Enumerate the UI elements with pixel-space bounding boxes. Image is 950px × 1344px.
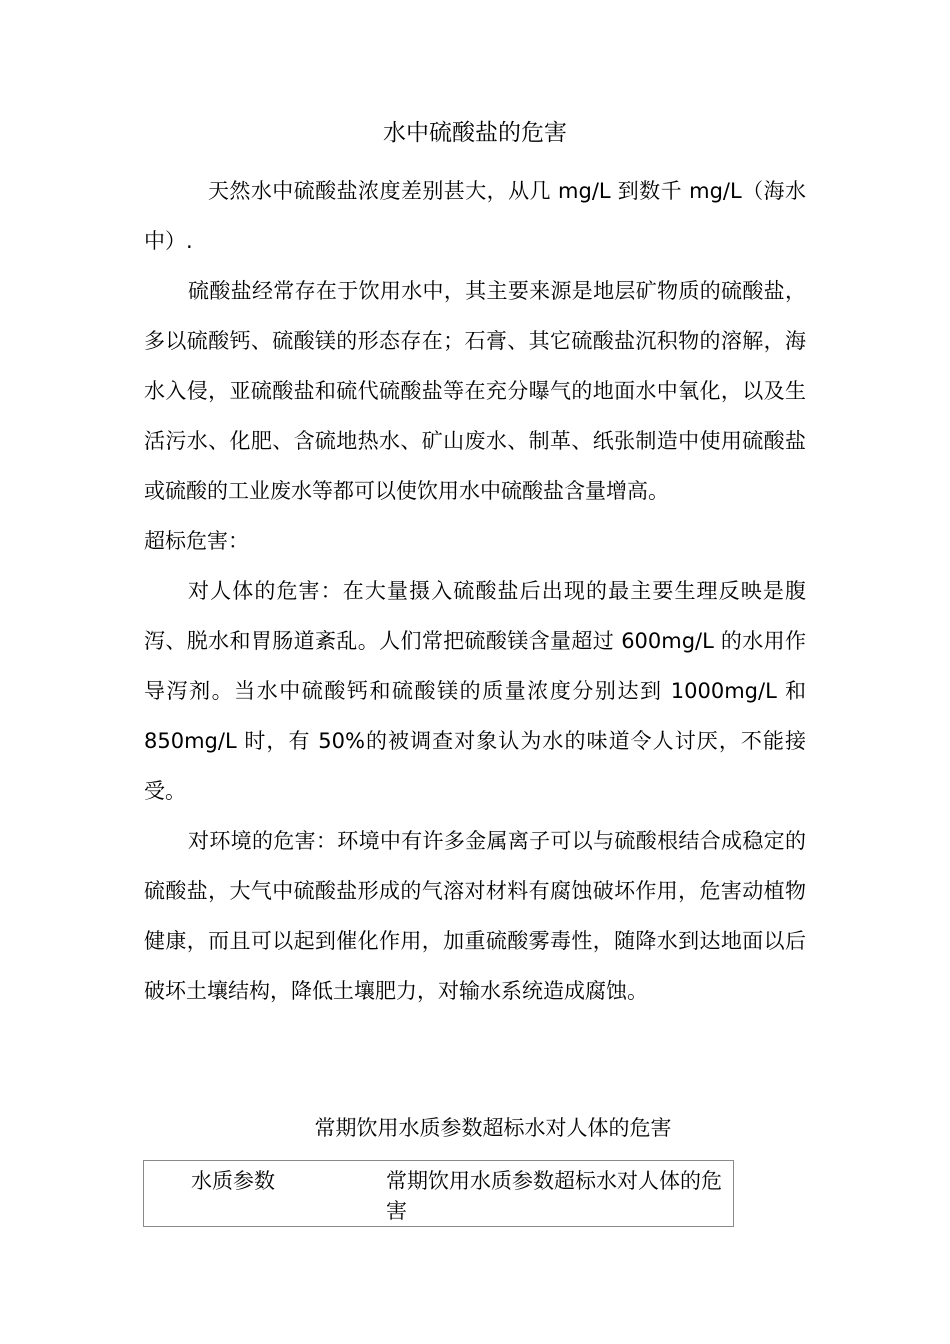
table-header-harm: 常期饮用水质参数超标水对人体的危害: [386, 1169, 722, 1223]
paragraph-environment-hazard: 对环境的危害：环境中有许多金属离子可以与硫酸根结合成稳定的硫酸盐，大气中硫酸盐形成的气溶对材料有腐蚀破坏作用，危害动植物健康，而且可以起到催化作用，加重硫酸雾毒性，随降水到达地面以后破坏土壤结构，降低土壤肥力，对输水系统造成腐蚀。: [144, 829, 806, 1003]
table-header-parameter: 水质参数: [191, 1169, 275, 1193]
table-header-row: [144, 1161, 734, 1227]
document-body: [144, 166, 806, 1016]
paragraph-human-hazard: 对人体的危害：在大量摄入硫酸盐后出现的最主要生理反映是腹泻、脱水和胃肠道紊乱。人们常把硫酸镁含量超过 600mg/L 的水用作导泻剂。当水中硫酸钙和硫酸镁的质量浓度分别达到 1000mg/L 和 850mg/L 时，有 50%的被调查对象认为水的味道令人讨厌，不能接受。: [144, 579, 806, 803]
section-heading-hazards: 超标危害：: [144, 529, 249, 553]
paragraph-intro: 天然水中硫酸盐浓度差别甚大，从几 mg/L 到数千 mg/L（海水中）.: [144, 179, 806, 253]
table-title: 常期饮用水质参数超标水对人体的危害: [314, 1116, 672, 1140]
paragraph-sources: 硫酸盐经常存在于饮用水中，其主要来源是地层矿物质的硫酸盐，多以硫酸钙、硫酸镁的形态存在；石膏、其它硫酸盐沉积物的溶解，海水入侵，亚硫酸盐和硫代硫酸盐等在充分曝气的地面水中氧化，以及生活污水、化肥、含硫地热水、矿山废水、制革、纸张制造中使用硫酸盐或硫酸的工业废水等都可以使饮用水中硫酸盐含量增高。: [144, 279, 806, 503]
parameter-table: [143, 1160, 734, 1227]
document-title: 水中硫酸盐的危害: [383, 120, 567, 146]
